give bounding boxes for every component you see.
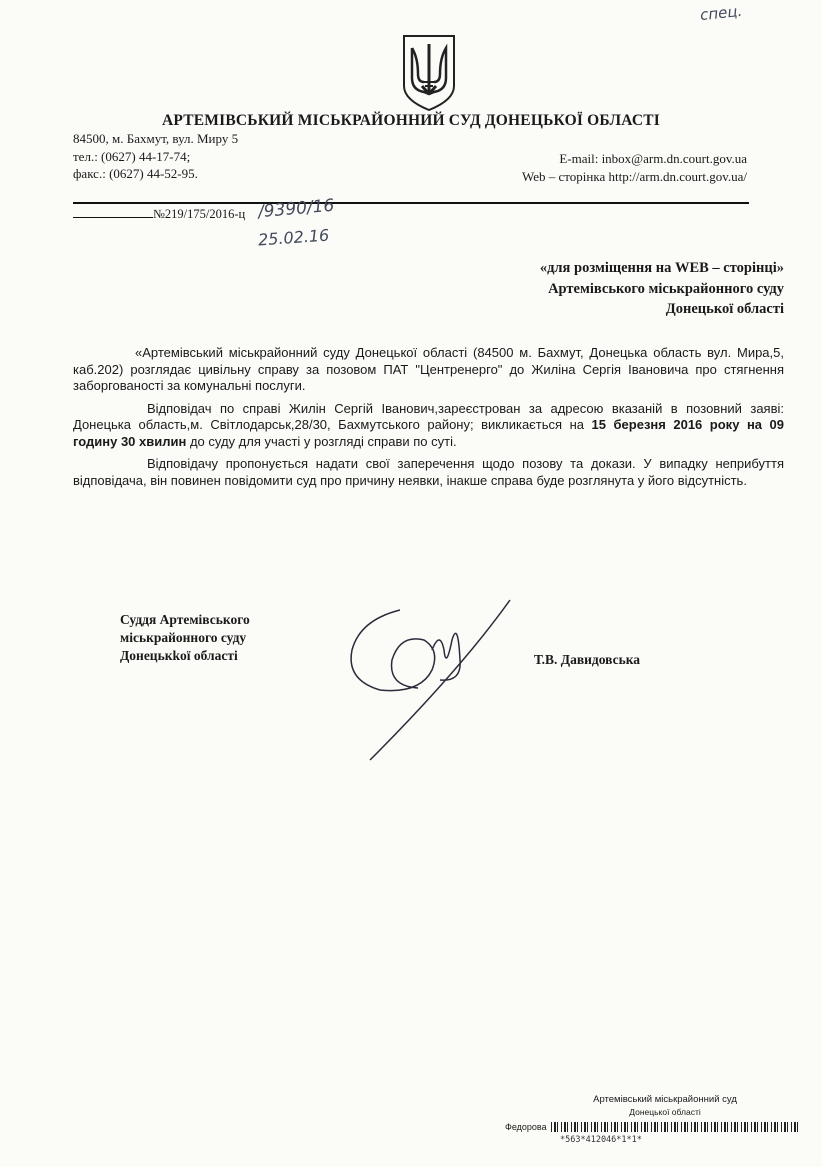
case-number: №219/175/2016-ц [153,207,246,221]
web-note-line2: Артемівського міськрайонного суду [548,280,784,297]
judge-title-line1: Суддя Артемівського [120,612,250,627]
web-note-line3: Донецької області [665,301,784,317]
judge-title-line2: міськрайонного суду [120,630,247,645]
handwritten-registration-number: /9390/16 [257,195,336,223]
notice-paragraph-summons [73,401,784,451]
judge-name: Т.В. Давидовська [534,652,641,667]
court-contacts [522,150,747,185]
court-title: АРТЕМІВСЬКИЙ МІСЬКРАЙОННИЙ СУД ДОНЕЦЬКОЇ ОБЛАСТІ [161,112,661,129]
court-email: E-mail: inbox@arm.dn.court.gov.ua [559,151,747,166]
court-phone: тел.: (0627) 44-17-74; [73,148,191,164]
barcode-row [505,1122,801,1132]
summons-purpose: до суду для участі у розгляді справи по суті. [186,433,457,449]
registry-stamp [540,1093,790,1119]
stamp-region: Донецької області [629,1107,701,1117]
summons-text: Відповідач по справі Жилін Сергій Іванович,зареєстрован за адресою вказаній в позовний заяві: Донецька область,м. Світлодарськ,28/30, Бахмутського району; викликається на [73,400,784,432]
court-address-block [73,130,238,183]
notice-body [73,345,784,495]
barcode-icon [551,1122,801,1132]
judge-title-line3: Донецькkої області [120,648,238,663]
court-address: 84500, м. Бахмут, вул. Миру 5 [73,131,239,146]
reference-blank-line [73,206,153,218]
notice-paragraph-objections: Відповідачу пропонується надати свої заперечення щодо позову та докази. У випадку неприбуття відповідача, він повинен повідомити суд про причину неявки, інакше справа буде розглянута у його відсутність. [73,456,784,488]
web-note-line1: «для розміщення на WEB – сторінці» [539,260,784,276]
hearing-datetime: 15 березня 2016 року на 09 годину 30 хвилин [73,417,785,449]
handwritten-signature [340,590,530,770]
court-website: Web – сторінка http://arm.dn.court.gov.ua/ [521,168,747,184]
web-publication-note [540,258,784,320]
case-reference [73,206,245,222]
judge-title-block [120,611,250,665]
court-fax: факс.: (0627) 44-52-95. [73,166,198,181]
handwritten-corner-note: спец. [699,1,744,25]
stamp-court-name: Артемівський міськрайонний суд [593,1094,737,1105]
trident-emblem-icon [400,34,458,112]
barcode-number: *563*412046*1*1* [560,1135,642,1145]
notice-paragraph-case: «Артемівський міськрайонний суду Донецької області (84500 м. Бахмут, Донецька область вул. Мира,5, каб.202) розглядає цивільну справу за позовом ПАТ "Центренерго" до Жиліна Сергія Івановича про стягнення заборгованості за комунальні послуги. [73,345,784,393]
header-divider [73,202,749,204]
operator-name: Федорова [505,1122,547,1132]
handwritten-date: 25.02.16 [257,225,330,250]
